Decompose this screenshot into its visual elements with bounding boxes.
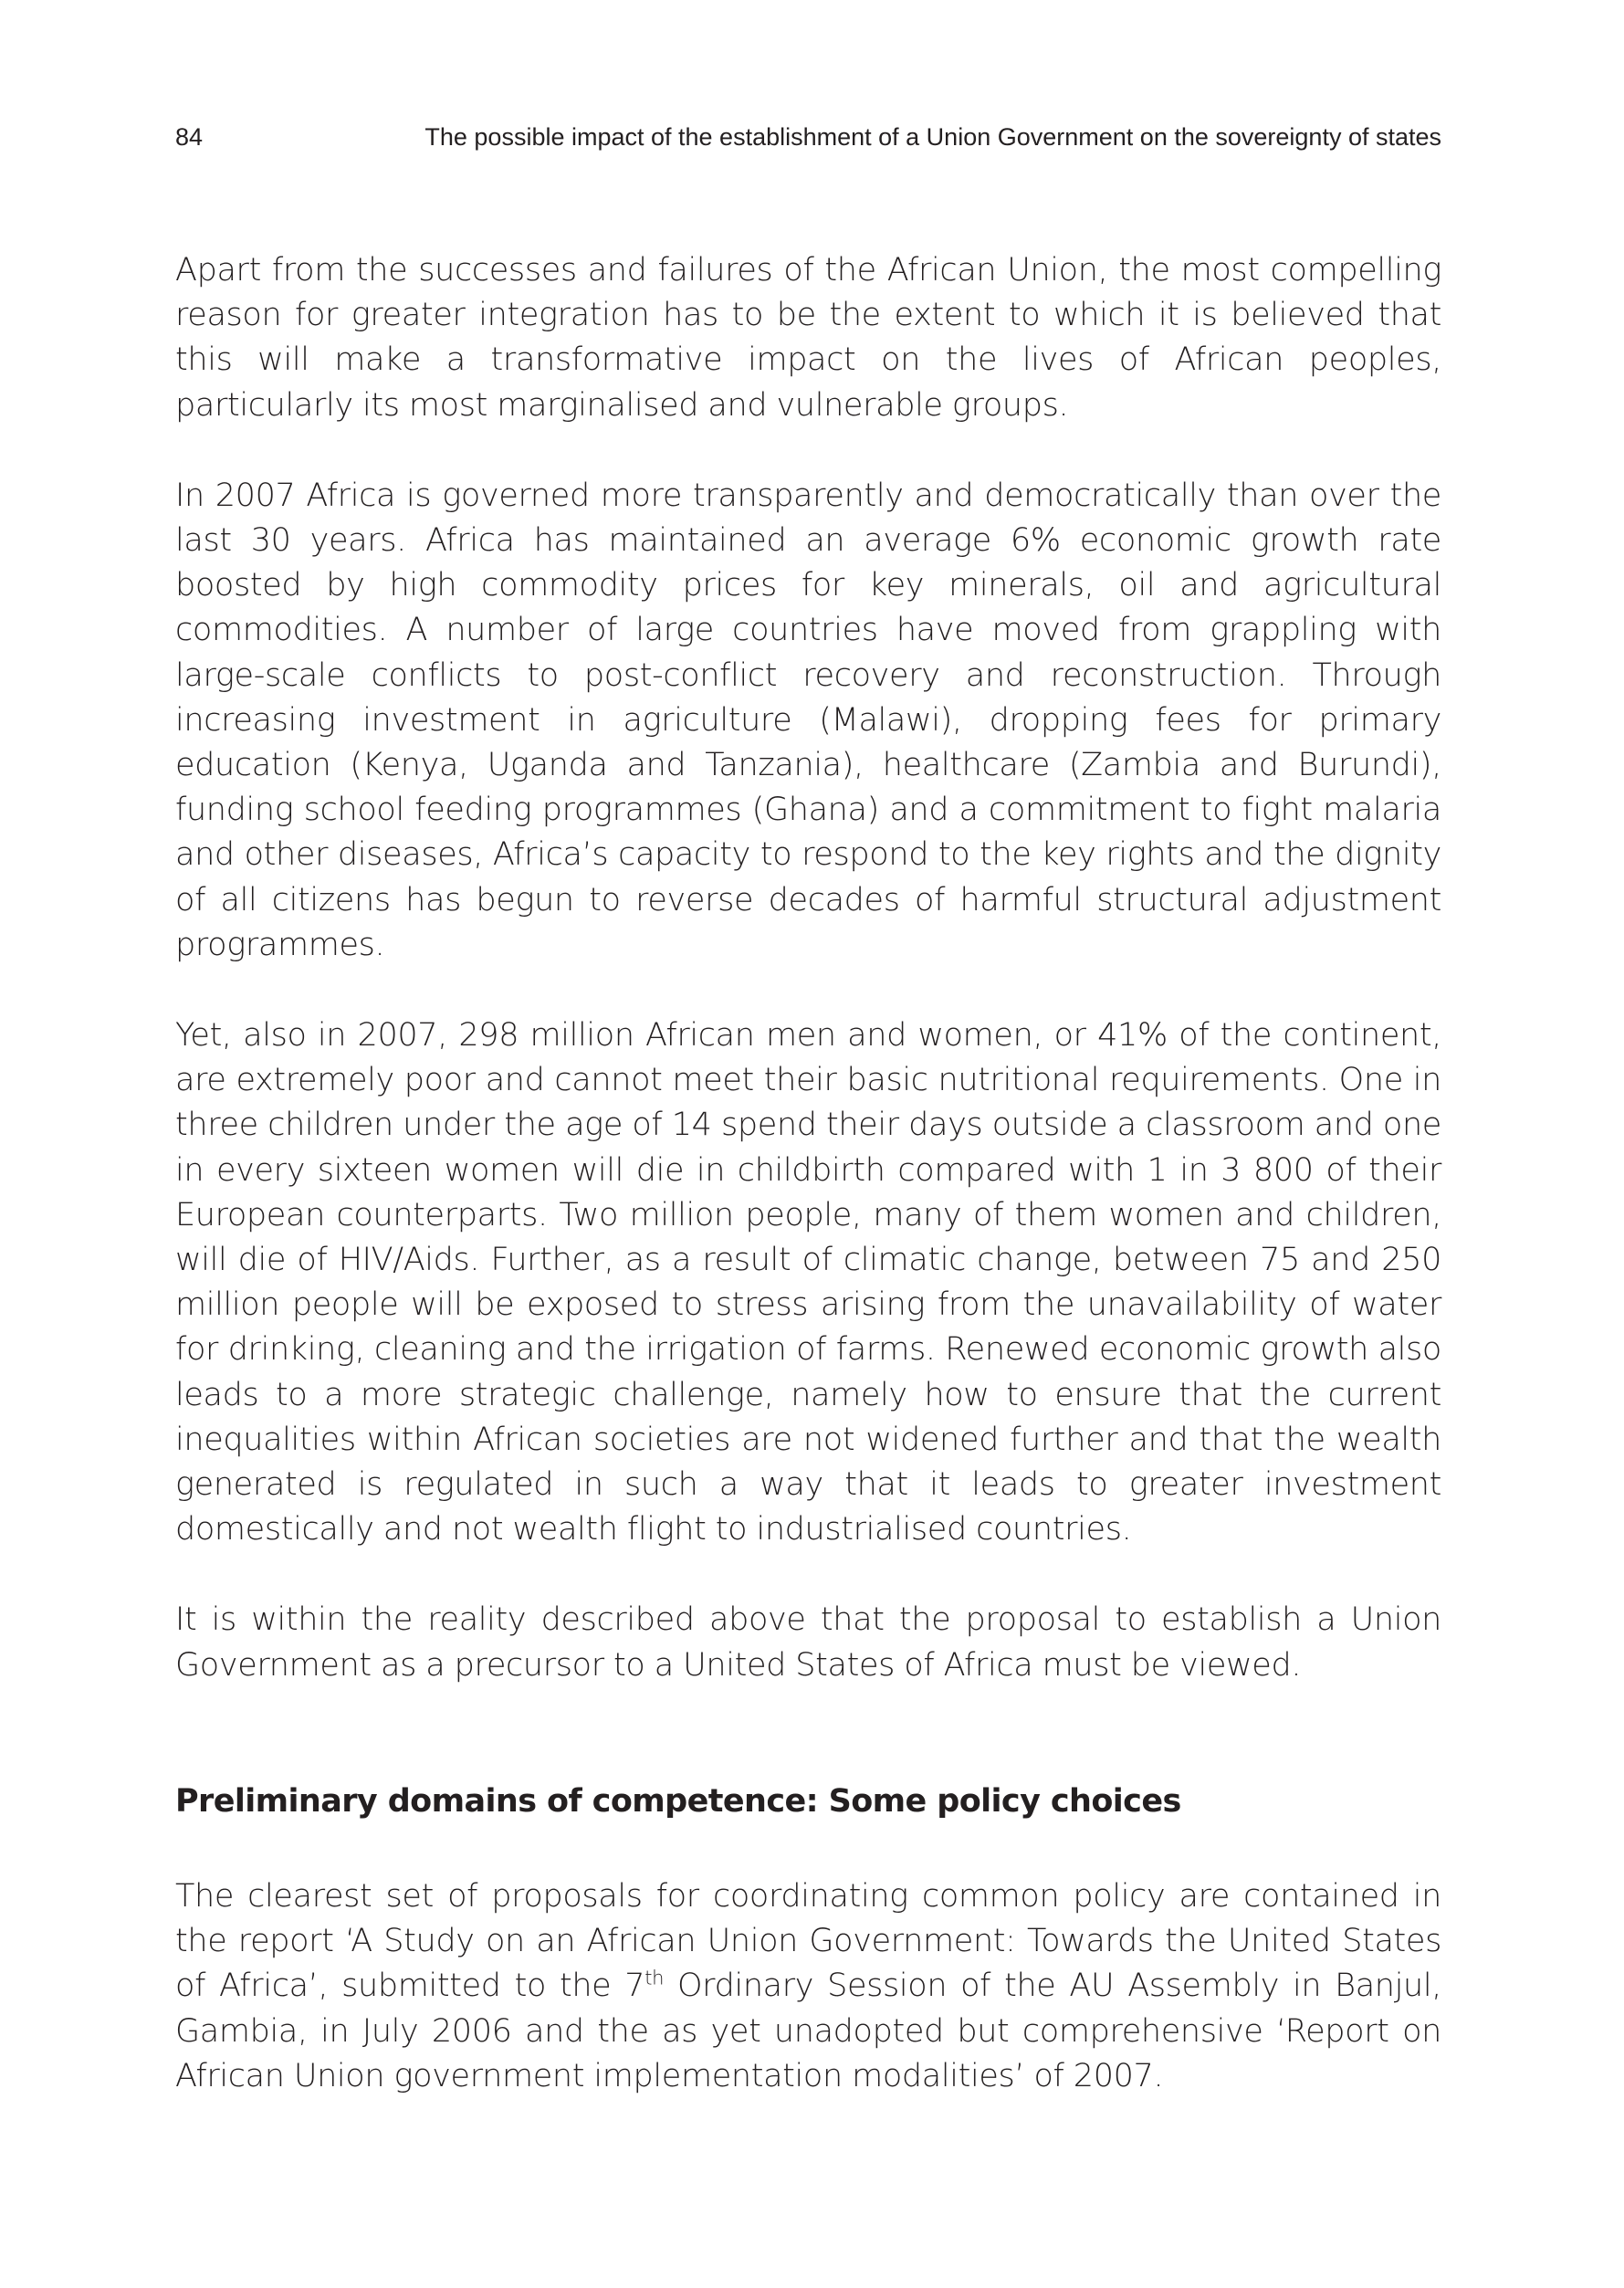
body-text <box>175 248 1441 2099</box>
ordinal-superscript: th <box>644 1967 665 1989</box>
paragraph-4: It is within the reality described above that the proposal to establish a Union Government as a precursor to a United States of Africa must be viewed. <box>175 1601 1441 1684</box>
running-title: The possible impact of the establishment of a Union Government on the sovereignty of states <box>424 123 1441 151</box>
paragraph-1: Apart from the successes and failures of the African Union, the most compelling reason for greater integration has to be the extent to which it is believed that this will make a transformative impact on the lives of African peoples, particularly its most marginalised and vulnerable groups. <box>175 252 1441 424</box>
page-number: 84 <box>175 123 204 151</box>
paragraph-3: Yet, also in 2007, 298 million African men and women, or 41% of the continent, are extremely poor and cannot meet their basic nutritional requirements. One in three children under the age of 14 spend their days outside a classroom and one in every sixteen women will die in childbirth compared with 1 in 3 800 of their European counterparts. Two million people, many of them women and children, will die of HIV/Aids. Further, as a result of climatic change, between 75 and 250 million people will be exposed to stress arising from the unavailability of water for drinking, cleaning and the irrigation of farms. Renewed economic growth also leads to a more strategic challenge, namely how to ensure that the current inequalities within African societies are not widened further and that the wealth generated is regulated in such a way that it leads to greater investment domestically and not wealth flight to industrialised countries. <box>175 1017 1441 1548</box>
paragraph-5-text-b: Ordinary Session of the AU Assembly in Banjul, Gambia, in July 2006 and the as yet unadopted but comprehensive ‘Report on African Union government implementation modalities’ of 2007. <box>175 1968 1441 2094</box>
paragraph-5 <box>175 1874 1441 2099</box>
paragraph-5-text-a: The clearest set of proposals for coordinating common policy are contained in the report ‘A Study on an African Union Government: Towards the United States of Africa’, submitted to the 7 <box>175 1877 1441 2005</box>
section-heading: Preliminary domains of competence: Some policy choices <box>175 1782 1181 1820</box>
paragraph-2: In 2007 Africa is governed more transparently and democratically than over the last 30 years. Africa has maintained an average 6% economic growth rate boosted by high commodity prices for key minerals, oil and agricultural commodities. A number of large countries have moved from grappling with large-scale conflicts to post-conflict recovery and reconstruction. Through increasing investment in agriculture (Malawi), dropping fees for primary education (Kenya, Uganda and Tanzania), healthcare (Zambia and Burundi), funding school feeding programmes (Ghana) and a commitment to fight malaria and other diseases, Africa’s capacity to respond to the key rights and the dignity of all citizens has begun to reverse decades of harmful structural adjustment programmes. <box>175 477 1441 963</box>
